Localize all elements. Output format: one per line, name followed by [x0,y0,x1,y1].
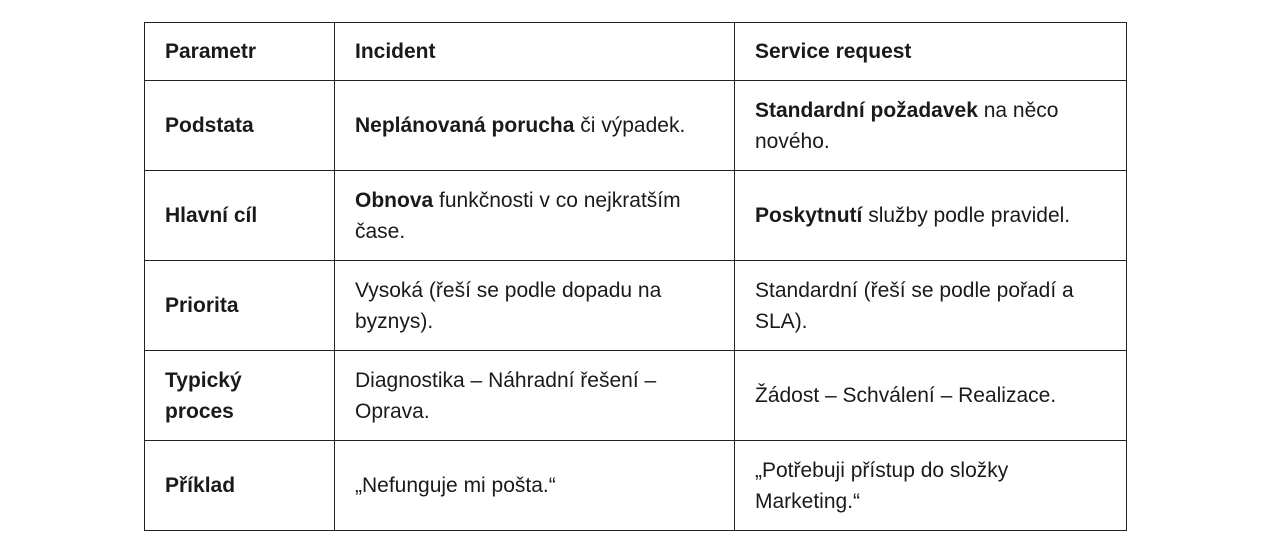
table-row-podstata [145,81,1127,171]
incident-cell [335,171,735,261]
service-text: Žádost – Schválení – Realizace. [755,384,1057,407]
service-cell [735,351,1127,441]
comparison-table-container [144,22,1126,531]
incident-cell [335,81,735,171]
service-cell [735,81,1127,171]
service-cell [735,261,1127,351]
incident-text: Vysoká (řeší se podle dopadu na byznys). [355,278,662,333]
incident-text: „Nefunguje mi pošta.“ [355,474,556,497]
param-cell: Podstata [145,81,335,171]
table-row-typicky-proces [145,351,1127,441]
table-row-priorita [145,261,1127,351]
header-service-request: Service request [735,23,1127,81]
table-header-row [145,23,1127,81]
incident-text: Diagnostika – Náhradní řešení – Oprava. [355,368,657,423]
incident-cell [335,351,735,441]
incident-cell [335,441,735,531]
comparison-table [144,22,1127,531]
incident-text: či výpadek. [574,114,686,137]
service-text: na něco nového. [755,98,1059,153]
service-cell [735,441,1127,531]
incident-cell [335,261,735,351]
table-row-priklad [145,441,1127,531]
incident-bold-text: Obnova [355,188,434,212]
param-cell: Příklad [145,441,335,531]
param-cell: Hlavní cíl [145,171,335,261]
service-text: služby podle pravidel. [862,204,1071,227]
service-text: Standardní (řeší se podle pořadí a SLA). [755,278,1074,333]
service-text: „Potřebuji přístup do složky Marketing.“ [755,458,1009,513]
param-cell: Priorita [145,261,335,351]
service-bold-text: Poskytnutí [755,204,863,227]
incident-text: funkčnosti v co nejkratším čase. [355,188,681,243]
table-row-hlavni-cil [145,171,1127,261]
incident-bold-text: Neplánovaná porucha [355,114,575,137]
service-bold-text: Standardní požadavek [755,98,978,122]
header-parametr: Parametr [145,23,335,81]
service-cell [735,171,1127,261]
param-cell: Typický proces [145,351,335,441]
header-incident: Incident [335,23,735,81]
